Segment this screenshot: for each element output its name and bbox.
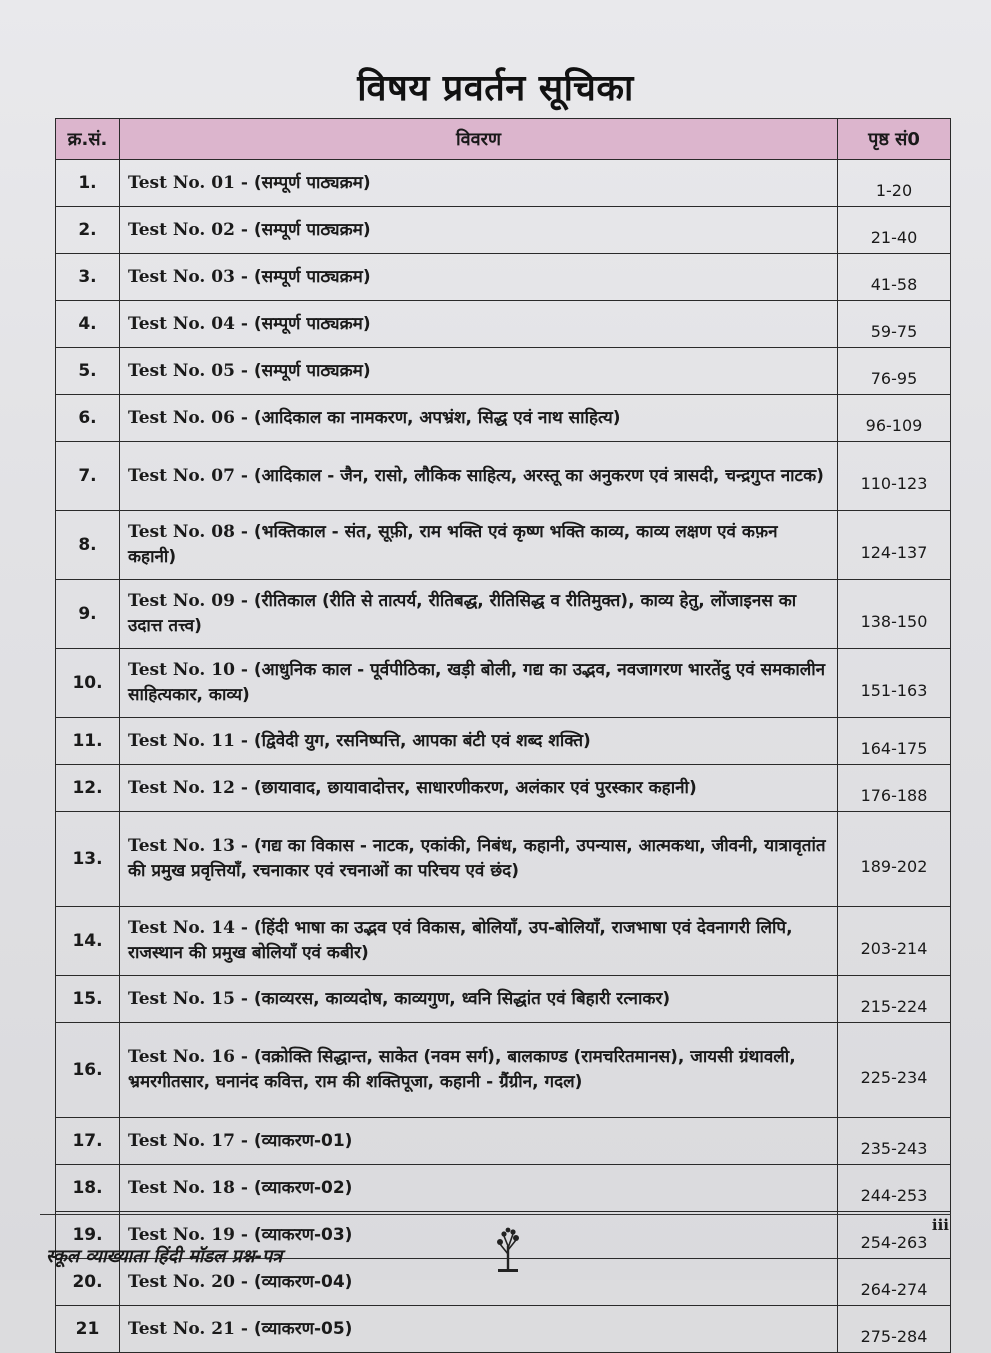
row-page-range: 110-123 — [838, 442, 951, 511]
row-serial-number: 17. — [56, 1118, 120, 1165]
test-number: Test No. 01 - — [128, 172, 248, 193]
row-serial-number: 15. — [56, 976, 120, 1023]
table-row — [56, 765, 951, 812]
row-description — [120, 207, 838, 254]
test-number: Test No. 08 - — [128, 522, 248, 542]
row-description — [120, 1165, 838, 1212]
table-row — [56, 976, 951, 1023]
table-row — [56, 1023, 951, 1118]
test-number: Test No. 14 - — [128, 918, 248, 938]
row-page-range: 1-20 — [838, 160, 951, 207]
row-description — [120, 160, 838, 207]
table-row — [56, 348, 951, 395]
test-number: Test No. 11 - — [128, 730, 248, 751]
row-serial-number: 12. — [56, 765, 120, 812]
test-topics: (द्विवेदी युग, रसनिष्पत्ति, आपका बंटी एवं शब्द शक्ति) — [253, 730, 591, 751]
test-number: Test No. 10 - — [128, 660, 248, 680]
row-serial-number: 5. — [56, 348, 120, 395]
row-page-range: 244-253 — [838, 1165, 951, 1212]
row-page-range: 176-188 — [838, 765, 951, 812]
row-page-range: 96-109 — [838, 395, 951, 442]
row-page-range: 124-137 — [838, 511, 951, 580]
table-row — [56, 301, 951, 348]
row-serial-number: 3. — [56, 254, 120, 301]
table-row — [56, 718, 951, 765]
test-topics: (सम्पूर्ण पाठ्यक्रम) — [253, 266, 371, 287]
page-number: iii — [931, 1216, 949, 1234]
test-topics: (व्याकरण-02) — [253, 1177, 353, 1198]
row-description — [120, 765, 838, 812]
row-page-range: 21-40 — [838, 207, 951, 254]
table-row — [56, 254, 951, 301]
test-number: Test No. 12 - — [128, 777, 248, 798]
row-serial-number: 19. — [56, 1212, 120, 1259]
row-description — [120, 511, 838, 580]
row-serial-number: 16. — [56, 1023, 120, 1118]
row-description — [120, 649, 838, 718]
row-page-range: 189-202 — [838, 812, 951, 907]
test-number: Test No. 13 - — [128, 836, 248, 856]
test-number: Test No. 05 - — [128, 360, 248, 381]
table-body — [56, 160, 951, 1353]
row-page-range: 151-163 — [838, 649, 951, 718]
row-description — [120, 348, 838, 395]
row-serial-number: 21 — [56, 1306, 120, 1353]
row-page-range: 76-95 — [838, 348, 951, 395]
test-number: Test No. 07 - — [128, 465, 248, 486]
test-topics: (छायावाद, छायावादोत्तर, साधारणीकरण, अलंकार एवं पुरस्कार कहानी) — [253, 777, 697, 798]
table-row — [56, 1165, 951, 1212]
tree-logo-icon — [490, 1226, 526, 1274]
test-number: Test No. 15 - — [128, 988, 248, 1009]
test-topics: (हिंदी भाषा का उद्भव एवं विकास, बोलियाँ, उप-बोलियाँ, राजभाषा एवं देवनागरी लिपि, राजस्थान की प्रमुख बोलियाँ एवं कबीर) — [128, 918, 793, 963]
row-description — [120, 1023, 838, 1118]
row-page-range: 59-75 — [838, 301, 951, 348]
row-serial-number: 6. — [56, 395, 120, 442]
header-desc: विवरण — [120, 119, 838, 160]
table-row — [56, 442, 951, 511]
row-page-range: 164-175 — [838, 718, 951, 765]
test-number: Test No. 02 - — [128, 219, 248, 240]
row-serial-number: 8. — [56, 511, 120, 580]
test-number: Test No. 17 - — [128, 1130, 248, 1151]
test-number: Test No. 09 - — [128, 591, 248, 611]
row-page-range: 203-214 — [838, 907, 951, 976]
test-topics: (भक्तिकाल - संत, सूफ़ी, राम भक्ति एवं कृष्ण भक्ति काव्य, काव्य लक्षण एवं कफ़न कहानी) — [128, 522, 778, 567]
table-header-row — [56, 119, 951, 160]
row-description — [120, 254, 838, 301]
row-page-range: 138-150 — [838, 580, 951, 649]
test-number: Test No. 04 - — [128, 313, 248, 334]
test-topics: (व्याकरण-04) — [253, 1271, 353, 1292]
footer-divider — [40, 1214, 951, 1215]
test-number: Test No. 19 - — [128, 1224, 248, 1245]
test-topics: (आदिकाल का नामकरण, अपभ्रंश, सिद्ध एवं नाथ साहित्य) — [253, 407, 621, 428]
row-description — [120, 395, 838, 442]
header-sno: क्र.सं. — [56, 119, 120, 160]
test-number: Test No. 18 - — [128, 1177, 248, 1198]
row-page-range: 264-274 — [838, 1259, 951, 1306]
test-topics: (सम्पूर्ण पाठ्यक्रम) — [253, 219, 371, 240]
row-description — [120, 442, 838, 511]
test-topics: (काव्यरस, काव्यदोष, काव्यगुण, ध्वनि सिद्धांत एवं बिहारी रत्नाकर) — [253, 988, 671, 1009]
row-page-range: 235-243 — [838, 1118, 951, 1165]
row-description — [120, 301, 838, 348]
row-serial-number: 9. — [56, 580, 120, 649]
test-topics: (व्याकरण-05) — [253, 1318, 353, 1339]
row-page-range: 225-234 — [838, 1023, 951, 1118]
row-description — [120, 812, 838, 907]
test-topics: (आदिकाल - जैन, रासो, लौकिक साहित्य, अरस्तू का अनुकरण एवं त्रासदी, चन्द्रगुप्त नाटक) — [253, 465, 824, 486]
row-serial-number: 13. — [56, 812, 120, 907]
table-row — [56, 812, 951, 907]
table-row — [56, 907, 951, 976]
row-serial-number: 18. — [56, 1165, 120, 1212]
test-topics: (वक्रोक्ति सिद्धान्त, साकेत (नवम सर्ग), बालकाण्ड (रामचरितमानस), जायसी ग्रंथावली, भ्रमरगीतसार, घनानंद कवित्त, राम की शक्तिपूजा, कहानी - ग्रैंग्रीन, गदल) — [128, 1047, 796, 1092]
table-row — [56, 511, 951, 580]
row-description — [120, 907, 838, 976]
row-description — [120, 976, 838, 1023]
row-serial-number: 4. — [56, 301, 120, 348]
test-number: Test No. 06 - — [128, 407, 248, 428]
test-number: Test No. 03 - — [128, 266, 248, 287]
table-row — [56, 207, 951, 254]
test-topics: (व्याकरण-03) — [253, 1224, 353, 1245]
table-row — [56, 395, 951, 442]
row-serial-number: 14. — [56, 907, 120, 976]
test-number: Test No. 21 - — [128, 1318, 248, 1339]
page-title: विषय प्रवर्तन सूचिका — [357, 68, 634, 109]
row-serial-number: 10. — [56, 649, 120, 718]
row-description — [120, 718, 838, 765]
test-topics: (सम्पूर्ण पाठ्यक्रम) — [253, 313, 371, 334]
test-topics: (व्याकरण-01) — [253, 1130, 353, 1151]
test-topics: (रीतिकाल (रीति से तात्पर्य, रीतिबद्ध, रीतिसिद्ध व रीतिमुक्त), काव्य हेतु, लोंजाइनस का उदात्त तत्त्व) — [128, 591, 797, 636]
row-serial-number: 11. — [56, 718, 120, 765]
test-topics: (आधुनिक काल - पूर्वपीठिका, खड़ी बोली, गद्य का उद्भव, नवजागरण भारतेंदु एवं समकालीन साहित्यकार, काव्य) — [128, 660, 826, 705]
test-topics: (सम्पूर्ण पाठ्यक्रम) — [253, 172, 371, 193]
row-serial-number: 20. — [56, 1259, 120, 1306]
row-serial-number: 1. — [56, 160, 120, 207]
test-number: Test No. 16 - — [128, 1047, 248, 1067]
row-page-range: 275-284 — [838, 1306, 951, 1353]
row-serial-number: 2. — [56, 207, 120, 254]
test-number: Test No. 20 - — [128, 1271, 248, 1292]
row-description — [120, 1306, 838, 1353]
test-topics: (गद्य का विकास - नाटक, एकांकी, निबंध, कहानी, उपन्यास, आत्मकथा, जीवनी, यात्रावृतांत की प्रमुख प्रवृत्तियाँ, रचनाकार एवं रचनाओं का परिचय एवं छंद) — [128, 836, 826, 881]
row-description — [120, 1118, 838, 1165]
table-row — [56, 1306, 951, 1353]
row-page-range: 215-224 — [838, 976, 951, 1023]
table-row — [56, 580, 951, 649]
test-topics: (सम्पूर्ण पाठ्यक्रम) — [253, 360, 371, 381]
table-row — [56, 649, 951, 718]
contents-table — [55, 118, 951, 1353]
table-row — [56, 1118, 951, 1165]
row-description — [120, 580, 838, 649]
footer-book-title: स्कूल व्याख्याता हिंदी मॉडल प्रश्न-पत्र — [46, 1246, 283, 1267]
row-serial-number: 7. — [56, 442, 120, 511]
table-row — [56, 160, 951, 207]
row-page-range: 41-58 — [838, 254, 951, 301]
header-page: पृष्ठ सं0 — [838, 119, 951, 160]
row-page-range: 254-263 — [838, 1212, 951, 1259]
